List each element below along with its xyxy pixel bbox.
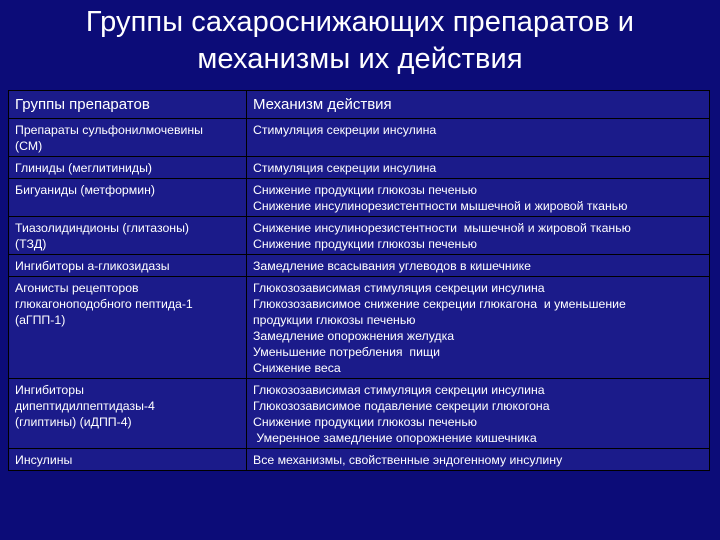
- drug-group-cell: [9, 217, 247, 255]
- mechanism-line: Глюкозозависимая стимуляция секреции инсулина: [253, 281, 545, 295]
- drug-group-cell: [9, 255, 247, 277]
- table-row: [9, 449, 710, 471]
- mechanism-line: Стимуляция секреции инсулина: [253, 123, 437, 137]
- drug-group-line: Ингибиторы: [15, 383, 84, 397]
- mechanism-line: Уменьшение потребления пищи: [253, 345, 440, 359]
- drug-group-line: глюкагоноподобного пептида-1: [15, 297, 193, 311]
- drug-group-line: Бигуаниды (метформин): [15, 183, 155, 197]
- table-row: [9, 217, 710, 255]
- mechanism-line: Глюкозозависимая стимуляция секреции инсулина: [253, 383, 545, 397]
- drug-group-cell: [9, 157, 247, 179]
- table-row: [9, 119, 710, 157]
- mechanism-line: Все механизмы, свойственные эндогенному инсулину: [253, 453, 563, 467]
- mechanism-cell: [247, 157, 710, 179]
- drug-group-cell: [9, 179, 247, 217]
- table-header-row: [9, 91, 710, 119]
- mechanism-cell: [247, 379, 710, 449]
- slide-title: [0, 4, 720, 78]
- drug-group-line: Глиниды (меглитиниды): [15, 161, 153, 175]
- mechanism-line: Замедление опорожнения желудка: [253, 329, 455, 343]
- slide-title-line-1: Группы сахароснижающих препаратов и: [85, 6, 635, 38]
- mechanism-line: Снижение инсулинорезистентности мышечной и жировой тканью: [253, 221, 631, 235]
- drug-group-line: Препараты сульфонилмочевины: [15, 123, 204, 137]
- mechanism-line: Снижение продукции глюкозы печенью: [253, 183, 477, 197]
- slide-title-line-2: механизмы их действия: [197, 43, 523, 75]
- drug-group-line: Инсулины: [15, 453, 73, 467]
- mechanism-line: Замедление всасывания углеводов в кишечнике: [253, 259, 531, 273]
- table-row: [9, 179, 710, 217]
- mechanism-cell: [247, 255, 710, 277]
- mechanism-cell: [247, 449, 710, 471]
- table-row: [9, 379, 710, 449]
- mechanism-line: Умеренное замедление опорожнение кишечника: [253, 431, 537, 445]
- drug-group-line: (глиптины) (иДПП-4): [15, 415, 132, 429]
- drug-group-line: Тиазолидиндионы (глитазоны): [15, 221, 190, 235]
- mechanism-line: продукции глюкозы печенью: [253, 313, 416, 327]
- mechanism-line: Снижение продукции глюкозы печенью: [253, 237, 477, 251]
- mechanism-cell: [247, 179, 710, 217]
- drug-group-line: Ингибиторы а-гликозидазы: [15, 259, 170, 273]
- mechanism-cell: [247, 119, 710, 157]
- drug-group-cell: [9, 277, 247, 379]
- mechanism-line: Глюкозозависимое подавление секреции глюкогона: [253, 399, 550, 413]
- drug-group-line: (СМ): [15, 139, 43, 153]
- table-row: [9, 157, 710, 179]
- mechanism-cell: [247, 277, 710, 379]
- drug-group-line: (ТЗД): [15, 237, 47, 251]
- mechanism-line: Стимуляция секреции инсулина: [253, 161, 437, 175]
- mechanism-line: Снижение веса: [253, 361, 341, 375]
- mechanism-line: Глюкозозависимое снижение секреции глюкагона и уменьшение: [253, 297, 626, 311]
- mechanism-line: Снижение инсулинорезистентности мышечной и жировой тканью: [253, 199, 628, 213]
- table-body: [9, 119, 710, 471]
- header-mechanism: Механизм действия: [247, 91, 710, 119]
- drug-group-line: Агонисты рецепторов: [15, 281, 139, 295]
- drug-group-line: (аГПП-1): [15, 313, 66, 327]
- table-row: [9, 255, 710, 277]
- table-row: [9, 277, 710, 379]
- drug-groups-table: [8, 90, 710, 471]
- mechanism-cell: [247, 217, 710, 255]
- header-drug-groups: Группы препаратов: [9, 91, 247, 119]
- drug-group-cell: [9, 449, 247, 471]
- drug-group-cell: [9, 379, 247, 449]
- drug-group-cell: [9, 119, 247, 157]
- drug-group-line: дипептидилпептидазы-4: [15, 399, 155, 413]
- mechanism-line: Снижение продукции глюкозы печенью: [253, 415, 477, 429]
